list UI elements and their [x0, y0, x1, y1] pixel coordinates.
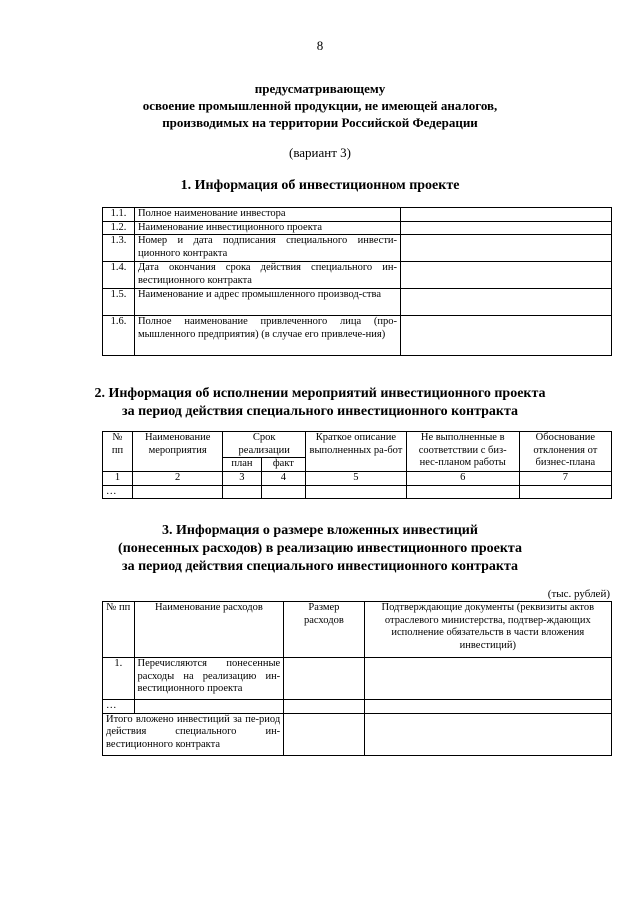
row-value [401, 316, 612, 356]
table-row [103, 208, 612, 222]
table-row [103, 262, 612, 289]
header-documents: Подтверждающие документы (реквизиты актов отраслевого министерства, подтвер-ждающих исполнение обязательств в части вложения инвестиций) [364, 602, 611, 658]
empty-cell [364, 700, 611, 714]
table-row [103, 471, 612, 485]
activities-table [102, 431, 612, 499]
row-number: 1.6. [103, 316, 135, 356]
table-row [103, 235, 612, 262]
table-row [103, 316, 612, 356]
section3-title [0, 522, 640, 576]
section3-title-line-2: (понесенных расходов) в реализацию инвестиционного проекта [118, 541, 522, 556]
table-header-row [103, 432, 612, 458]
table-row [103, 485, 612, 499]
row-value [401, 262, 612, 289]
unit-label: (тыс. рублей) [547, 588, 610, 600]
project-info-table [102, 207, 612, 356]
ellipsis-cell: … [103, 700, 135, 714]
row-number: 1.4. [103, 262, 135, 289]
header-activity: Наименование мероприятия [133, 432, 223, 472]
title-line-2: освоение промышленной продукции, не имеющей аналогов, [142, 98, 498, 113]
empty-cell [519, 485, 611, 499]
section2-title [0, 385, 640, 421]
row-number: 1.2. [103, 221, 135, 235]
row-number: 1.5. [103, 289, 135, 316]
variant-label: (вариант 3) [288, 145, 351, 160]
row-label: Полное наименование инвестора [134, 208, 400, 222]
section3-title-line-1: 3. Информация о размере вложенных инвестиций [162, 523, 478, 538]
row-value [401, 208, 612, 222]
section2-title-line-1: 2. Информация об исполнении мероприятий инвестиционного проекта [94, 386, 546, 401]
row-value [401, 289, 612, 316]
empty-cell [306, 485, 407, 499]
table-header-row [103, 602, 612, 658]
empty-cell [261, 485, 306, 499]
document-title [0, 80, 640, 131]
total-label: Итого вложено инвестиций за пе-риод действия специального ин-вестиционного контракта [103, 713, 284, 755]
col-index: 2 [133, 471, 223, 485]
page-number: 8 [316, 38, 324, 53]
empty-cell [364, 658, 611, 700]
col-index: 1 [103, 471, 133, 485]
header-not-done: Не выполненные в соответствии с биз-нес-планом работы [406, 432, 519, 472]
header-plan: план [223, 458, 261, 472]
empty-cell [284, 658, 364, 700]
col-index: 5 [306, 471, 407, 485]
col-index: 6 [406, 471, 519, 485]
row-value [401, 235, 612, 262]
table-row [103, 221, 612, 235]
empty-cell [223, 485, 261, 499]
row-label: Наименование инвестиционного проекта [134, 221, 400, 235]
table-row [103, 289, 612, 316]
table-row [103, 658, 612, 700]
row-number: 1. [103, 658, 135, 700]
header-brief: Краткое описание выполненных ра-бот [306, 432, 407, 472]
row-number: 1.3. [103, 235, 135, 262]
row-label: Наименование и адрес промышленного производ-ства [134, 289, 400, 316]
header-fact: факт [261, 458, 306, 472]
header-amount: Размер расходов [284, 602, 364, 658]
header-expense-name: Наименование расходов [134, 602, 284, 658]
table-row [103, 700, 612, 714]
ellipsis-cell: … [103, 485, 133, 499]
title-line-1: предусматривающему [254, 81, 386, 96]
col-index: 3 [223, 471, 261, 485]
title-line-3: производимых на территории Российской Федерации [162, 115, 478, 130]
empty-cell [406, 485, 519, 499]
header-num: № пп [103, 432, 133, 472]
row-number: 1.1. [103, 208, 135, 222]
row-value [401, 221, 612, 235]
empty-cell [284, 713, 364, 755]
section1-title: 1. Информация об инвестиционном проекте [180, 178, 460, 193]
empty-cell [134, 700, 284, 714]
row-label: Дата окончания срока действия специального ин-вестиционного контракта [134, 262, 400, 289]
col-index: 4 [261, 471, 306, 485]
row-label: Полное наименование привлеченного лица (про-мышленного предприятия) (в случае его привлече-ния) [134, 316, 400, 356]
row-label: Номер и дата подписания специального инвести-ционного контракта [134, 235, 400, 262]
empty-cell [364, 713, 611, 755]
section2-title-line-2: за период действия специального инвестиционного контракта [121, 404, 519, 419]
table-row [103, 713, 612, 755]
empty-cell [133, 485, 223, 499]
col-index: 7 [519, 471, 611, 485]
empty-cell [284, 700, 364, 714]
row-label: Перечисляются понесенные расходы на реализацию ин-вестиционного проекта [134, 658, 284, 700]
header-num: № пп [103, 602, 135, 658]
investments-table [102, 601, 612, 756]
section3-title-line-3: за период действия специального инвестиционного контракта [121, 559, 519, 574]
header-reason: Обоснование отклонения от бизнес-плана [519, 432, 611, 472]
header-term: Срок реализации [223, 432, 306, 458]
